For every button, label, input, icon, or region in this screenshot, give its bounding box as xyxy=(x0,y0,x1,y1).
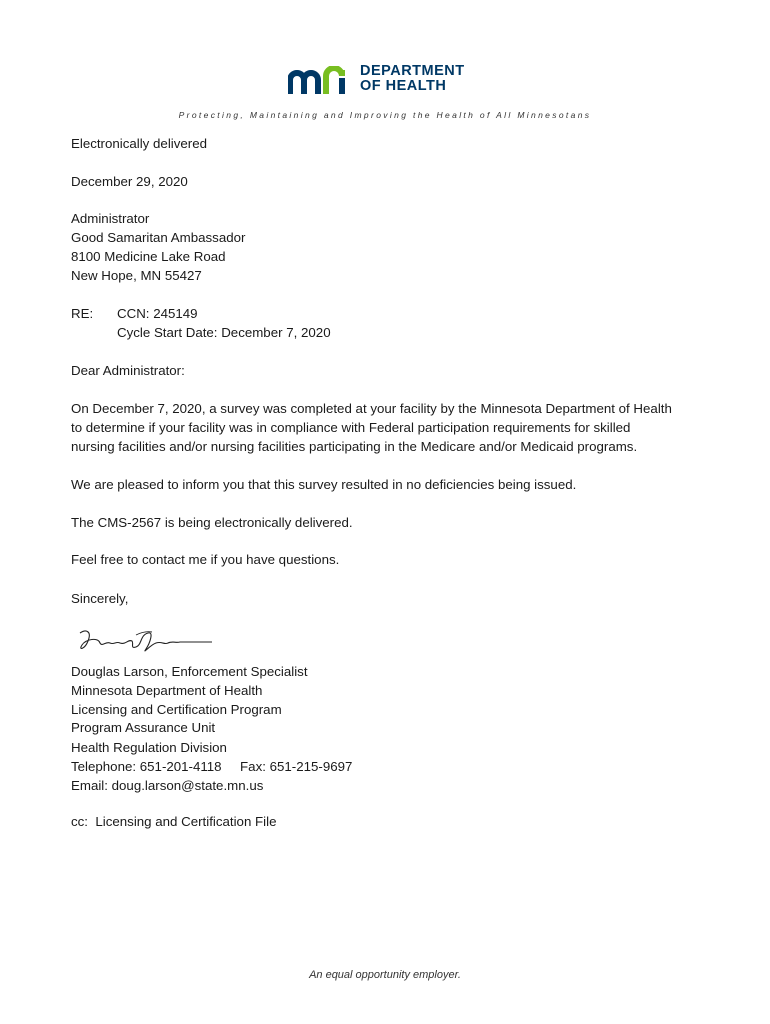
body-p1-line2: to determine if your facility was in compliance with Federal participation requirements for skilled xyxy=(71,420,631,435)
signatory-program: Licensing and Certification Program xyxy=(71,702,282,717)
recipient-city: New Hope, MN 55427 xyxy=(71,268,202,283)
signatory-division: Health Regulation Division xyxy=(71,740,227,755)
letter-date: December 29, 2020 xyxy=(71,174,188,189)
re-cycle-start: Cycle Start Date: December 7, 2020 xyxy=(117,325,331,340)
re-ccn: CCN: 245149 xyxy=(117,306,198,321)
recipient-street: 8100 Medicine Lake Road xyxy=(71,249,226,264)
recipient-title: Administrator xyxy=(71,211,150,226)
cc-line: cc: Licensing and Certification File xyxy=(71,814,277,829)
body-p4: Feel free to contact me if you have questions. xyxy=(71,552,340,567)
body-p3: The CMS-2567 is being electronically delivered. xyxy=(71,515,353,530)
body-p1-line3: nursing facilities and/or nursing facilities participating in the Medicare and/or Medicaid programs. xyxy=(71,439,638,454)
signatory-phone: Telephone: 651-201-4118 Fax: 651-215-9697 xyxy=(71,759,353,774)
salutation: Dear Administrator: xyxy=(71,363,185,378)
signatory-email: Email: doug.larson@state.mn.us xyxy=(71,778,264,793)
mn-logo-icon xyxy=(288,66,356,96)
signatory-name: Douglas Larson, Enforcement Specialist xyxy=(71,664,308,679)
recipient-facility: Good Samaritan Ambassador xyxy=(71,230,246,245)
closing: Sincerely, xyxy=(71,591,129,606)
signatory-unit: Program Assurance Unit xyxy=(71,720,216,735)
signatory-dept: Minnesota Department of Health xyxy=(71,683,263,698)
delivery-note: Electronically delivered xyxy=(71,136,207,151)
re-label: RE: xyxy=(71,306,94,321)
tagline: Protecting, Maintaining and Improving the Health of All Minnesotans xyxy=(178,110,592,120)
body-p2: We are pleased to inform you that this survey resulted in no deficiencies being issued. xyxy=(71,477,577,492)
mdh-logo xyxy=(288,64,488,98)
body-p1-line1: On December 7, 2020, a survey was completed at your facility by the Minnesota Department of Health xyxy=(71,401,672,416)
logo-line-1: DEPARTMENT xyxy=(360,63,465,79)
signature-image xyxy=(76,623,216,657)
logo-wordmark xyxy=(360,64,465,94)
logo-line-2: OF HEALTH xyxy=(360,78,447,94)
footer-text: An equal opportunity employer. xyxy=(309,969,461,981)
